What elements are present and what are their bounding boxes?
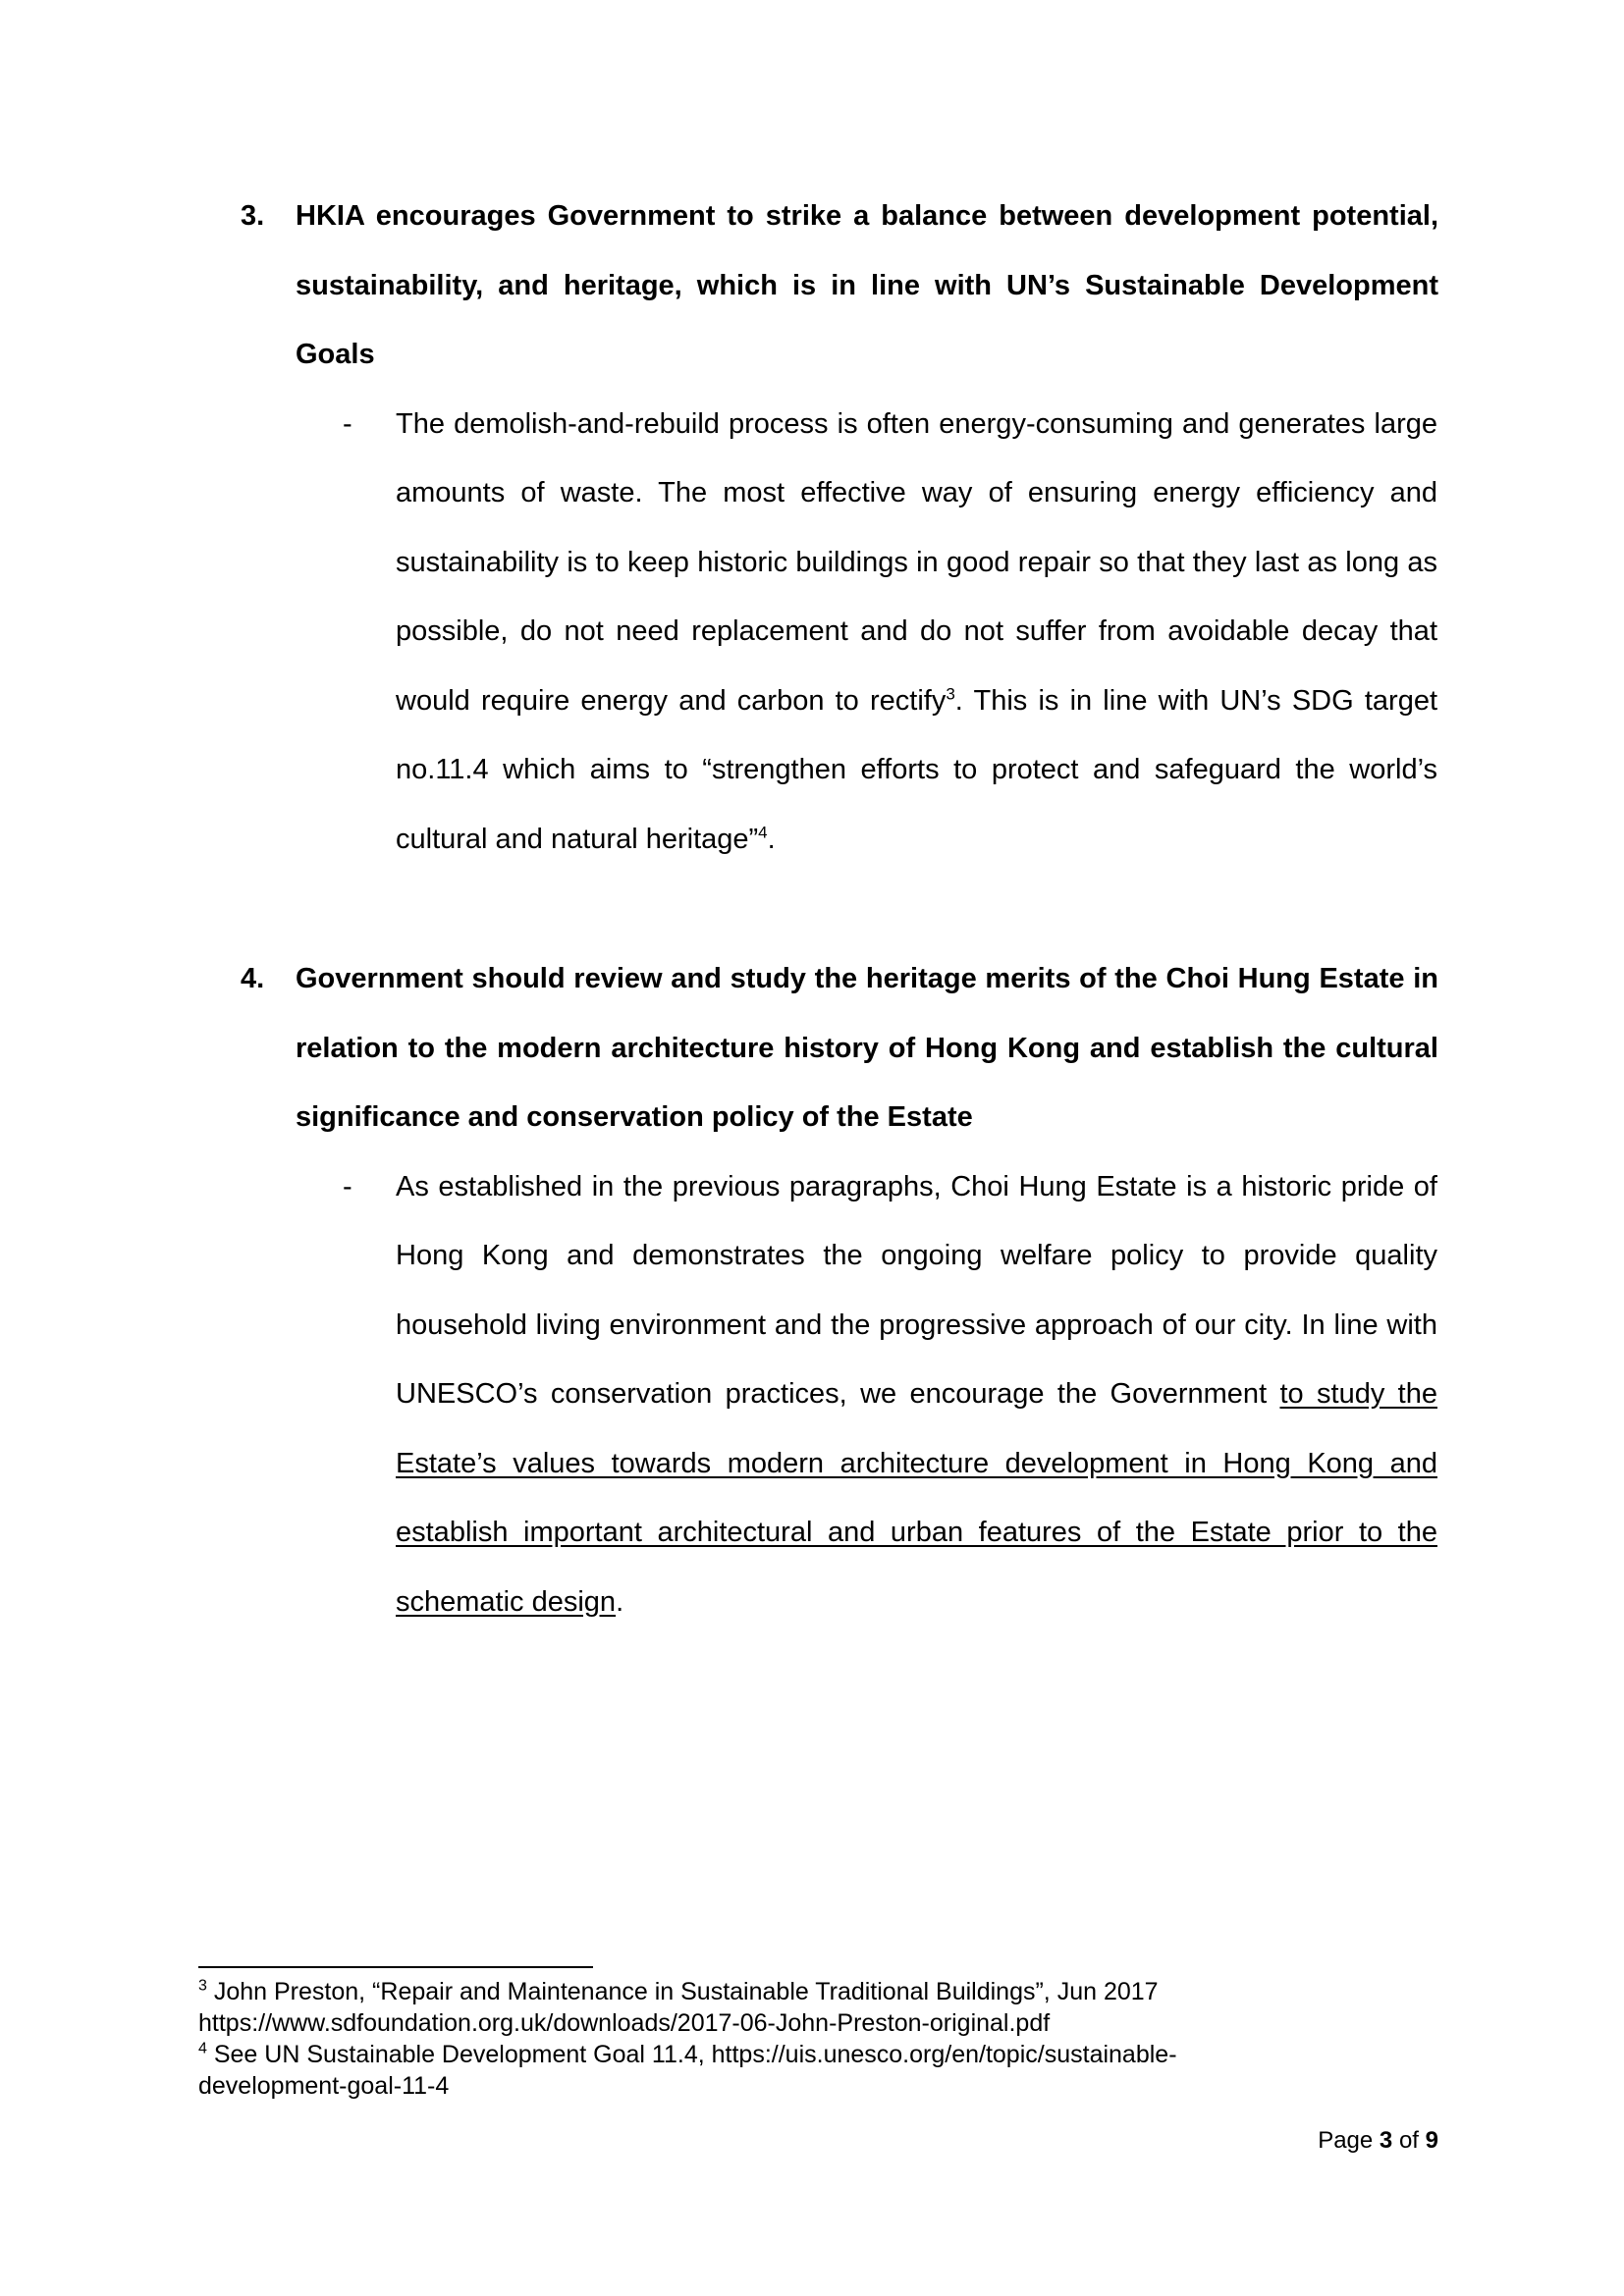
- underlined-recommendation: to study the Estate’s values towards modern architecture development in Hong Kong and establish important architectural and urban features of the Estate prior to the schematic design: [396, 1378, 1437, 1618]
- page-prefix: Page: [1318, 2127, 1380, 2154]
- footnote-4-url-continued[interactable]: development-goal-11-4: [198, 2072, 450, 2100]
- footnote-text: John Preston, “Repair and Maintenance in Sustainable Traditional Buildings”, Jun 2017: [206, 1978, 1159, 2005]
- bullet-item: [343, 1152, 1438, 1637]
- paragraph-text: .: [616, 1585, 624, 1618]
- section-4: [241, 944, 1438, 1636]
- page-separator: of: [1392, 2127, 1426, 2154]
- section-heading: HKIA encourages Government to strike a balance between development potential, sustainability, and heritage, which is in line with UN’s Sustainable Development Goals: [296, 200, 1438, 370]
- footnote-4: [198, 2039, 1406, 2070]
- bullet-item: [343, 390, 1438, 875]
- paragraph-text: . This is in line with UN’s SDG target no.11.4 which aims to “strengthen efforts to protect and safeguard the world’s cultural and natural heritage”: [396, 684, 1438, 855]
- bullet-dash: -: [343, 1170, 352, 1202]
- footnote-ref-4[interactable]: 4: [758, 822, 768, 841]
- footnote-marker: 3: [198, 1977, 207, 1995]
- footnote-ref-3[interactable]: 3: [946, 683, 955, 703]
- footnote-3: [198, 1976, 1406, 2007]
- section-number: 4.: [241, 963, 265, 994]
- paragraph-text: As established in the previous paragraphs, Choi Hung Estate is a historic pride of Hong Kong and demonstrates the ongoing welfare policy to provide quality household living environment and the progressive approach of our city. In line with UNESCO’s conservation practices, we encourage the Government: [396, 1170, 1437, 1410]
- paragraph-text: The demolish-and-rebuild process is often energy-consuming and generates large amounts of waste. The most effective way of ensuring energy efficiency and sustainability is to keep historic buildings in good repair so that they last as long as possible, do not need replacement and do not suffer from avoidable decay that would require energy and carbon to rectify: [396, 407, 1437, 717]
- footnote-marker: 4: [198, 2040, 207, 2057]
- footnote-3-url[interactable]: https://www.sdfoundation.org.uk/downloads/2017-06-John-Preston-original.pdf: [198, 2009, 1051, 2037]
- section-3: [241, 182, 1438, 874]
- section-heading: Government should review and study the heritage merits of the Choi Hung Estate in relation to the modern architecture history of Hong Kong and establish the cultural significance and conservation policy of the Estate: [296, 963, 1438, 1133]
- section-number: 3.: [241, 200, 265, 232]
- section-3-header: [241, 182, 1438, 390]
- bullet-dash: -: [343, 407, 352, 440]
- footnotes: [198, 1976, 1406, 2102]
- current-page: 3: [1379, 2127, 1393, 2154]
- paragraph-text: .: [767, 823, 776, 855]
- footnote-separator: [198, 1966, 593, 1968]
- footnote-text: See UN Sustainable Development Goal 11.4, https://uis.unesco.org/en/topic/sustainable-: [206, 2041, 1177, 2068]
- total-pages: 9: [1425, 2127, 1438, 2154]
- section-4-header: [241, 944, 1438, 1152]
- page-number: [1318, 2126, 1438, 2156]
- bullet-paragraph: [396, 390, 1437, 875]
- bullet-paragraph: [396, 1152, 1437, 1637]
